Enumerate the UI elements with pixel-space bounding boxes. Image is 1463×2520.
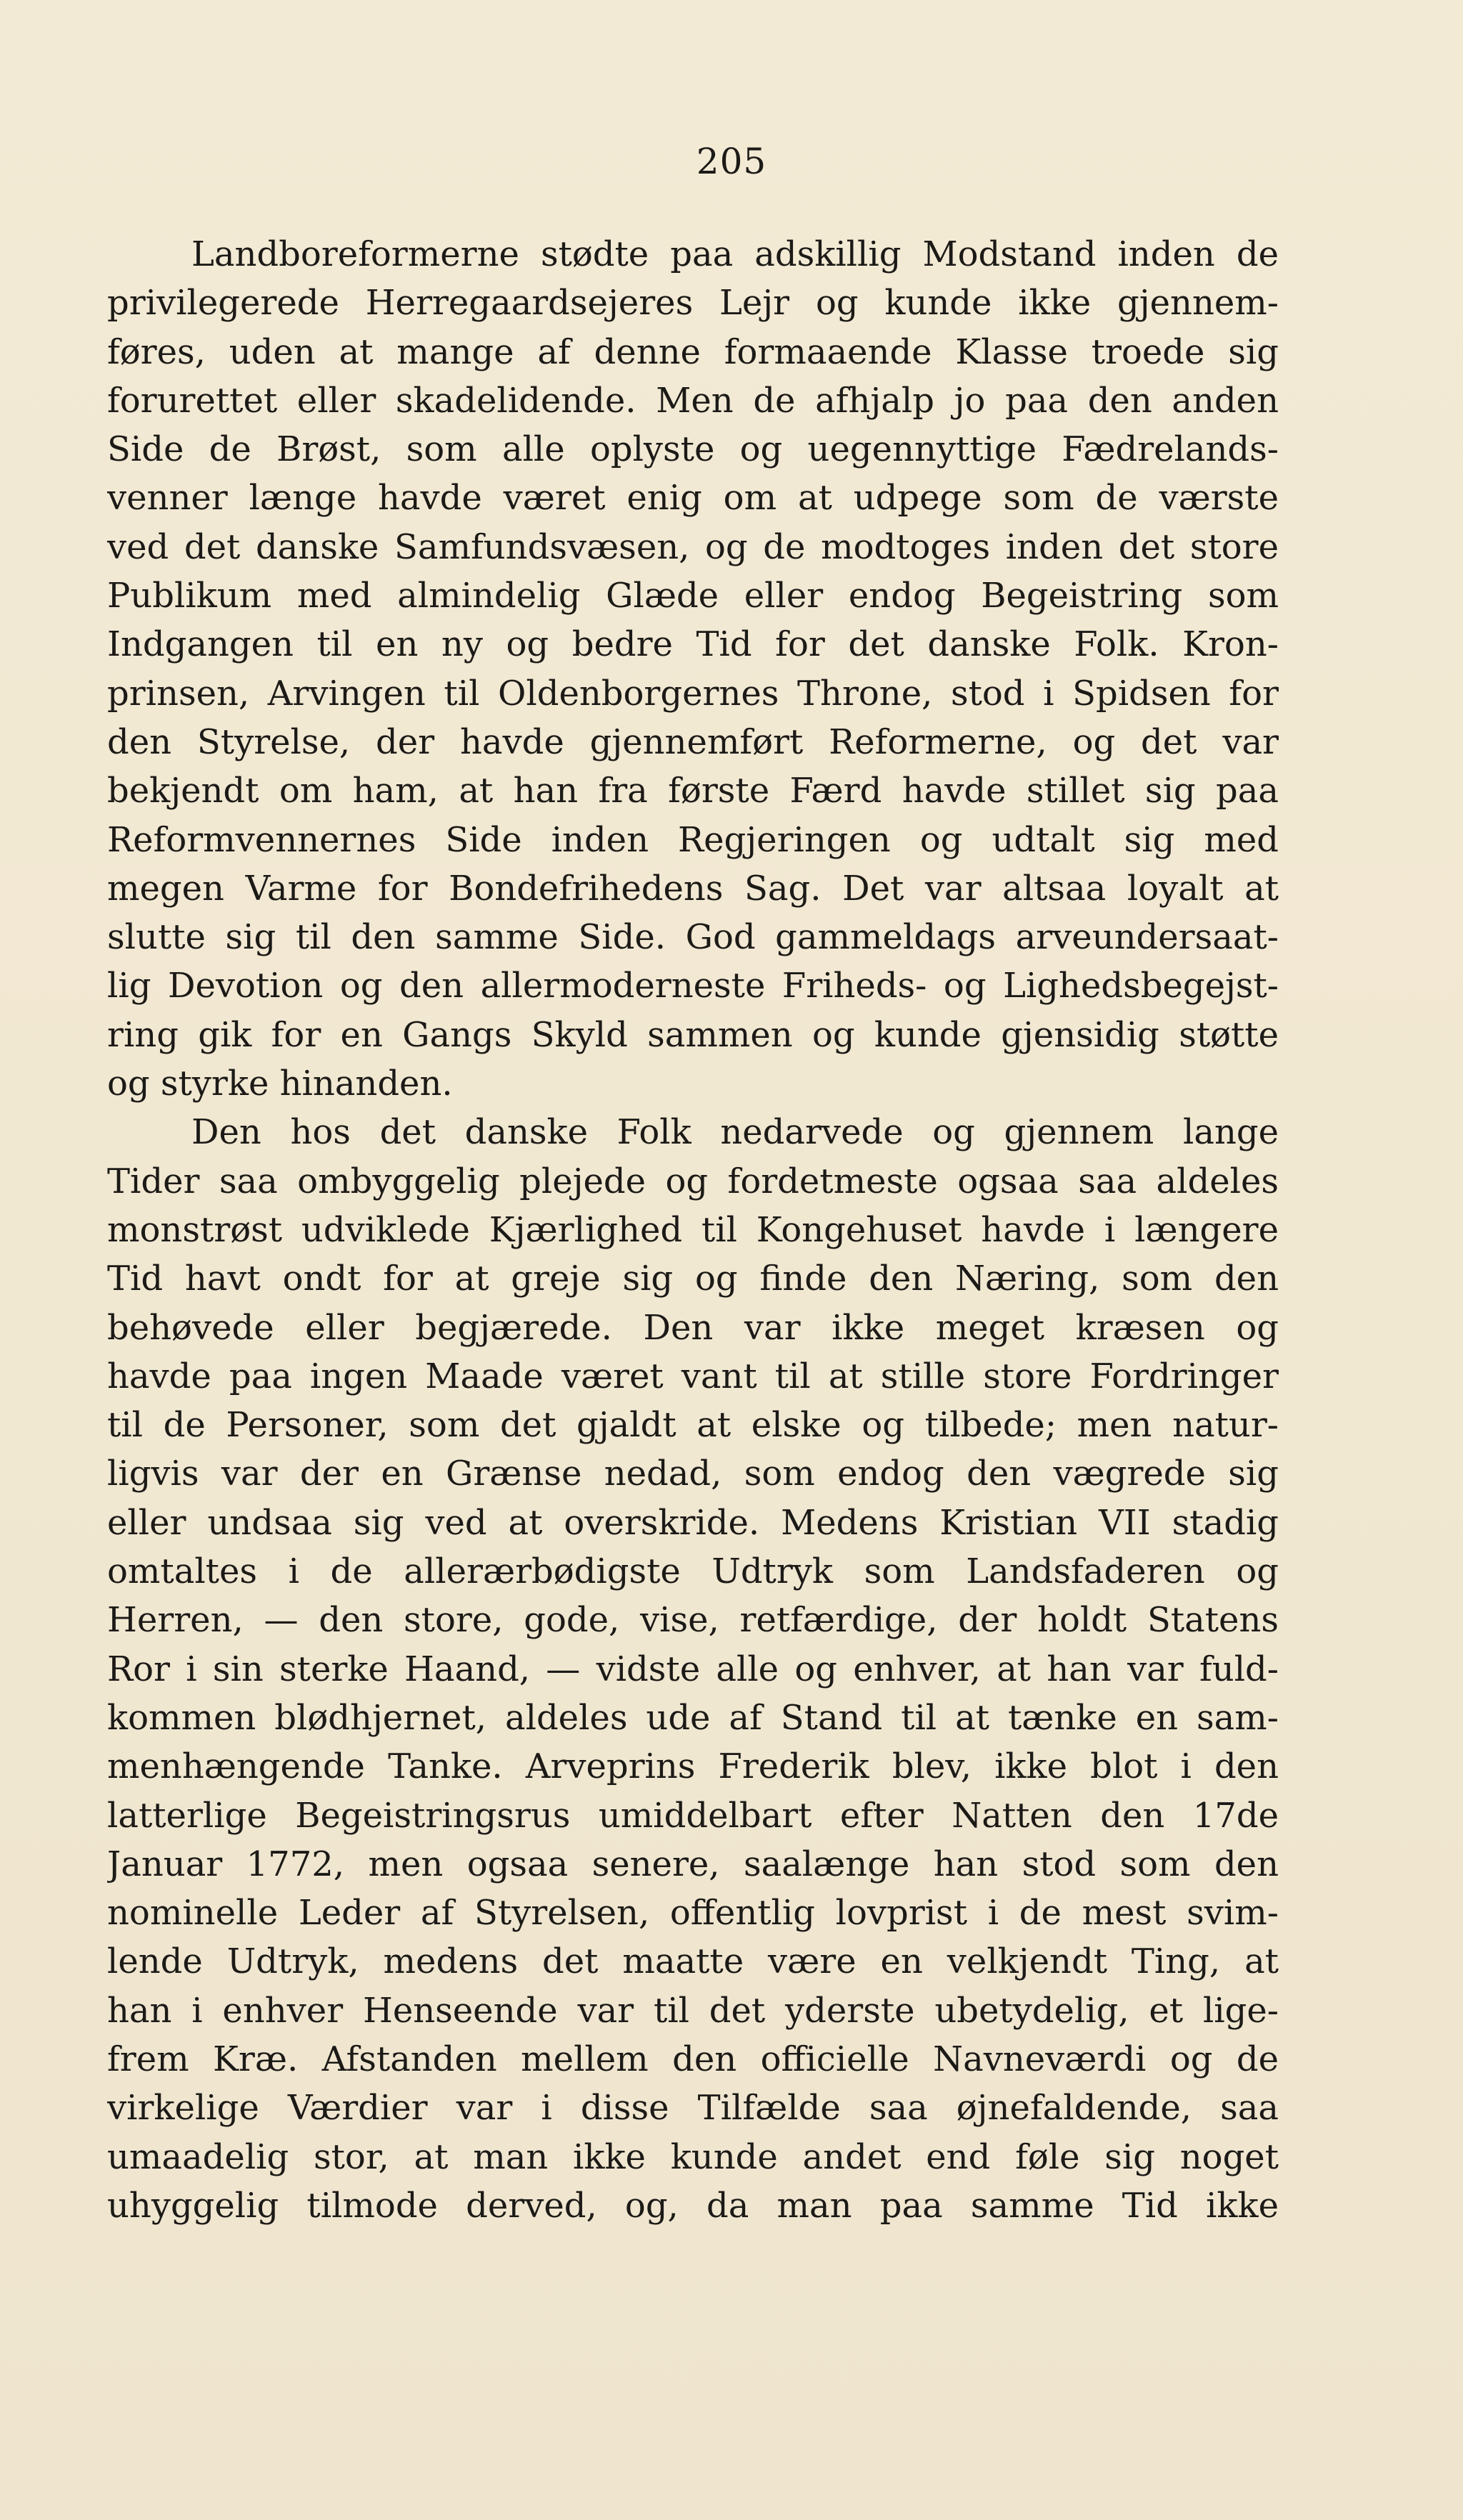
text-line: lig Devotion og den allermoderneste Friheds- og Lighedsbegejst- [107, 966, 1279, 1006]
text-line: til de Personer, som det gjaldt at elske og tilbede; men natur- [107, 1405, 1279, 1446]
text-line: slutte sig til den samme Side. God gammeldags arveundersaat- [107, 917, 1279, 958]
page-number: 205 [696, 141, 767, 182]
text-line: nominelle Leder af Styrelsen, offentlig lovprist i de mest svim- [107, 1893, 1279, 1934]
text-line: ved det danske Samfundsvæsen, og de modtoges inden det store [107, 526, 1279, 567]
text-line: Tid havt ondt for at greje sig og finde den Næring, som den [107, 1259, 1279, 1299]
text-line: frem Kræ. Afstanden mellem den officielle Navneværdi og de [107, 2039, 1279, 2079]
text-line: Landboreformerne stødte paa adskillig Modstand inden de [191, 234, 1279, 274]
text-line: Indgangen til en ny og bedre Tid for det danske Folk. Kron- [107, 624, 1279, 665]
text-line: Publikum med almindelig Glæde eller endog Begeistring som [107, 576, 1279, 616]
text-line: eller undsaa sig ved at overskride. Medens Kristian VII stadig [107, 1502, 1279, 1543]
text-line: Ror i sin sterke Haand, — vidste alle og enhver, at han var fuld- [107, 1649, 1279, 1689]
text-line: monstrøst udviklede Kjærlighed til Kongehuset havde i længere [107, 1209, 1279, 1250]
text-line: Den hos det danske Folk nedarvede og gjennem lange [191, 1112, 1279, 1153]
text-line: umaadelig stor, at man ikke kunde andet end føle sig noget [107, 2136, 1279, 2177]
text-line: Januar 1772, men ogsaa senere, saalænge han stod som den [107, 1844, 1279, 1884]
text-line: Herren, — den store, gode, vise, retfærdige, der holdt Statens [107, 1600, 1279, 1641]
text-line: ligvis var der en Grænse nedad, som endog den vægrede sig [107, 1454, 1279, 1494]
body-text [107, 230, 1279, 2230]
text-line: forurettet eller skadelidende. Men de afhjalp jo paa den anden [107, 380, 1279, 421]
text-line: latterlige Begeistringsrus umiddelbart efter Natten den 17de [107, 1795, 1279, 1836]
text-line: bekjendt om ham, at han fra første Færd havde stillet sig paa [107, 771, 1279, 811]
text-line: den Styrelse, der havde gjennemført Reformerne, og det var [107, 721, 1279, 762]
text-line: Side de Brøst, som alle oplyste og uegennyttige Fædrelands- [107, 429, 1279, 470]
text-line: lende Udtryk, medens det maatte være en velkjendt Ting, at [107, 1941, 1279, 1982]
text-line: kommen blødhjernet, aldeles ude af Stand til at tænke en sam- [107, 1697, 1279, 1738]
text-line: og styrke hinanden. [107, 1064, 453, 1104]
text-line: Reformvennernes Side inden Regjeringen og udtalt sig med [107, 819, 1279, 860]
text-line: prinsen, Arvingen til Oldenborgernes Throne, stod i Spidsen for [107, 673, 1279, 714]
text-line: føres, uden at mange af denne formaaende Klasse troede sig [107, 331, 1279, 372]
text-line: omtaltes i de allerærbødigste Udtryk som Landsfaderen og [107, 1551, 1279, 1592]
text-line: privilegerede Herregaardsejeres Lejr og kunde ikke gjennem- [107, 283, 1279, 324]
text-line: behøvede eller begjærede. Den var ikke meget kræsen og [107, 1307, 1279, 1348]
text-line: uhyggelig tilmode derved, og, da man paa samme Tid ikke [107, 2185, 1279, 2226]
text-line: havde paa ingen Maade været vant til at stille store Fordringer [107, 1356, 1279, 1396]
text-line: Tider saa ombyggelig plejede og fordetmeste ogsaa saa aldeles [107, 1161, 1279, 1201]
text-line: ring gik for en Gangs Skyld sammen og kunde gjensidig støtte [107, 1014, 1279, 1055]
text-line: virkelige Værdier var i disse Tilfælde saa øjnefaldende, saa [107, 2088, 1279, 2129]
text-line: venner længe havde været enig om at udpege som de værste [107, 478, 1279, 519]
text-line: menhængende Tanke. Arveprins Frederik blev, ikke blot i den [107, 1746, 1279, 1787]
text-line: megen Varme for Bondefrihedens Sag. Det var altsaa loyalt at [107, 868, 1279, 909]
text-line: han i enhver Henseende var til det yderste ubetydelig, et lige- [107, 1990, 1279, 2031]
